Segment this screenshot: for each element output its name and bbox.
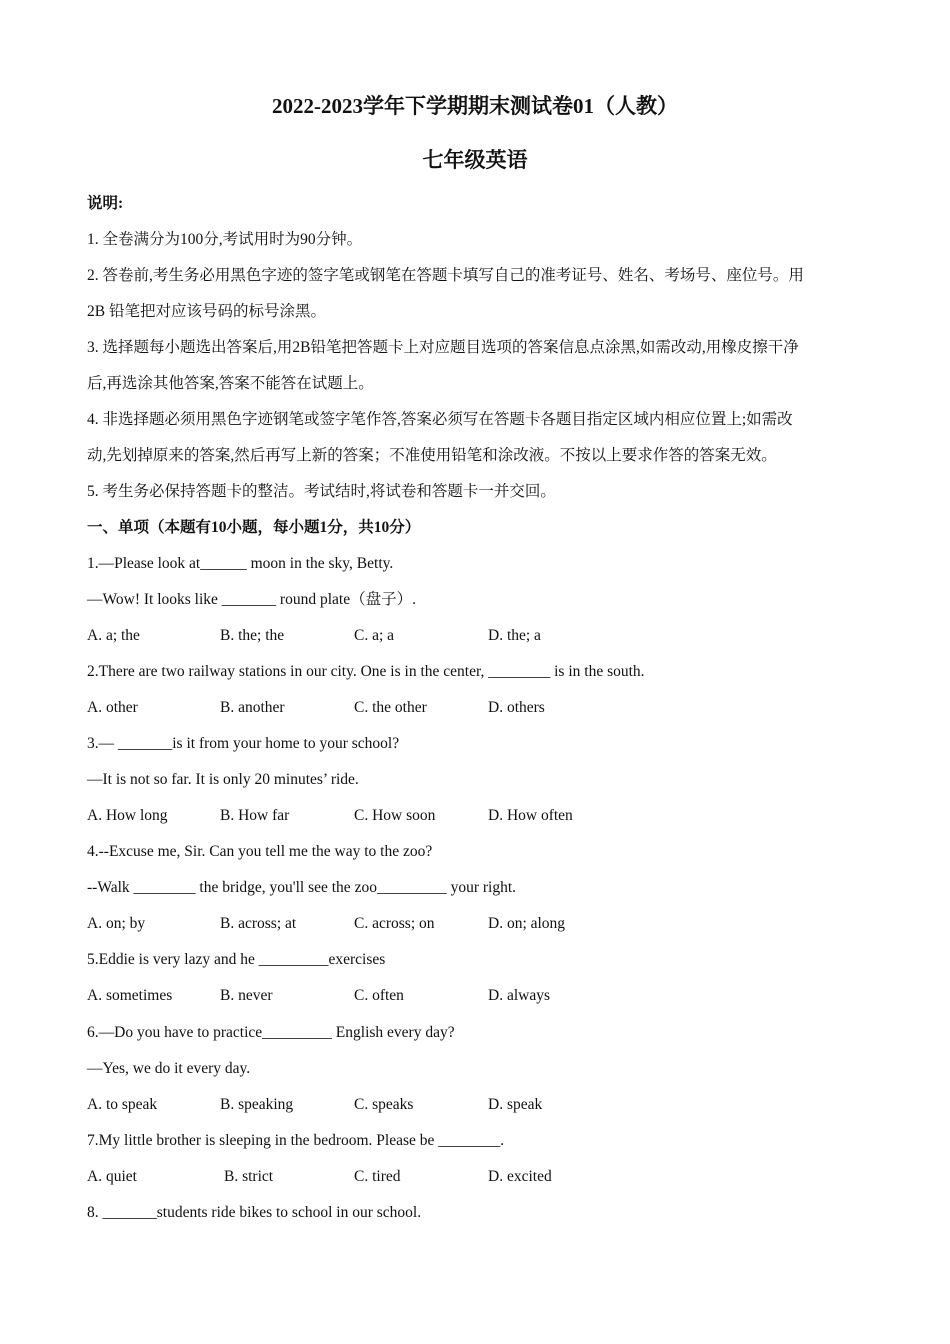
option-a: A. on; by	[87, 915, 146, 932]
question-6-stem: —Yes, we do it every day.	[87, 1060, 251, 1077]
option-b: B. speaking	[220, 1096, 294, 1113]
option-d: D. How often	[488, 807, 573, 824]
question-3-options	[87, 805, 877, 827]
question-7-options	[87, 1166, 877, 1188]
instruction-line: 后,再选涂其他答案,答案不能答在试题上。	[87, 375, 374, 392]
instruction-line: 2. 答卷前,考生务必用黑色字迹的签字笔或钢笔在答题卡填写自己的准考证号、姓名、考场号、座位号。用	[87, 267, 804, 284]
question-6-stem: 6.—Do you have to practice_________ English every day?	[87, 1024, 455, 1041]
option-c: C. often	[354, 987, 404, 1004]
option-a: A. to speak	[87, 1096, 158, 1113]
exam-subtitle: 七年级英语	[422, 148, 528, 172]
instructions-heading: 说明:	[87, 195, 124, 212]
option-b: B. across; at	[220, 915, 297, 932]
question-4-options	[87, 913, 877, 935]
option-c: C. a; a	[354, 627, 395, 644]
option-a: A. quiet	[87, 1168, 137, 1185]
option-b: B. another	[220, 699, 285, 716]
exam-title: 2022-2023学年下学期期末测试卷01（人教）	[272, 94, 678, 118]
option-b: B. strict	[224, 1168, 274, 1185]
option-d: D. always	[488, 987, 550, 1004]
option-c: C. across; on	[354, 915, 435, 932]
instruction-line: 4. 非选择题必须用黑色字迹钢笔或签字笔作答,答案必须写在答题卡各题目指定区域内相应位置上;如需改	[87, 411, 793, 428]
option-a: A. a; the	[87, 627, 140, 644]
question-8-stem: 8. _______students ride bikes to school in our school.	[87, 1204, 422, 1221]
question-2-stem: 2.There are two railway stations in our city. One is in the center, ________ is in the south.	[87, 663, 645, 680]
question-1-options	[87, 625, 877, 647]
question-7-stem: 7.My little brother is sleeping in the bedroom. Please be ________.	[87, 1132, 505, 1149]
instruction-line: 1. 全卷满分为100分,考试用时为90分钟。	[87, 231, 363, 248]
option-a: A. other	[87, 699, 138, 716]
option-d: D. speak	[488, 1096, 543, 1113]
option-c: C. the other	[354, 699, 427, 716]
question-3-stem: —It is not so far. It is only 20 minutes’ ride.	[87, 771, 359, 788]
option-b: B. the; the	[220, 627, 285, 644]
question-3-stem: 3.— _______is it from your home to your school?	[87, 735, 400, 752]
question-6-options	[87, 1094, 877, 1116]
section-heading: 一、单项（本题有10小题，每小题1分，共10分）	[87, 519, 421, 536]
option-d: D. others	[488, 699, 545, 716]
question-1-stem: —Wow! It looks like _______ round plate（盘子）.	[87, 591, 416, 608]
instruction-line: 3. 选择题每小题选出答案后,用2B铅笔把答题卡上对应题目选项的答案信息点涂黑,如需改动,用橡皮擦干净	[87, 339, 799, 356]
instruction-line: 5. 考生务必保持答题卡的整洁。考试结时,将试卷和答题卡一并交回。	[87, 483, 556, 500]
option-d: D. excited	[488, 1168, 552, 1185]
question-2-options	[87, 697, 877, 719]
instruction-line: 动,先划掉原来的答案,然后再写上新的答案；不准使用铅笔和涂改液。不按以上要求作答的答案无效。	[87, 447, 777, 464]
question-1-stem: 1.—Please look at______ moon in the sky, Betty.	[87, 555, 394, 572]
option-c: C. tired	[354, 1168, 401, 1185]
option-c: C. speaks	[354, 1096, 414, 1113]
question-5-options	[87, 985, 877, 1007]
option-b: B. never	[220, 987, 273, 1004]
option-d: D. on; along	[488, 915, 566, 932]
option-d: D. the; a	[488, 627, 541, 644]
instruction-line: 2B 铅笔把对应该号码的标号涂黑。	[87, 303, 326, 320]
question-4-stem: 4.--Excuse me, Sir. Can you tell me the way to the zoo?	[87, 843, 433, 860]
question-5-stem: 5.Eddie is very lazy and he _________exercises	[87, 951, 386, 968]
option-a: A. sometimes	[87, 987, 173, 1004]
question-4-stem: --Walk ________ the bridge, you'll see the zoo_________ your right.	[87, 879, 517, 896]
option-a: A. How long	[87, 807, 168, 824]
option-b: B. How far	[220, 807, 290, 824]
option-c: C. How soon	[354, 807, 436, 824]
